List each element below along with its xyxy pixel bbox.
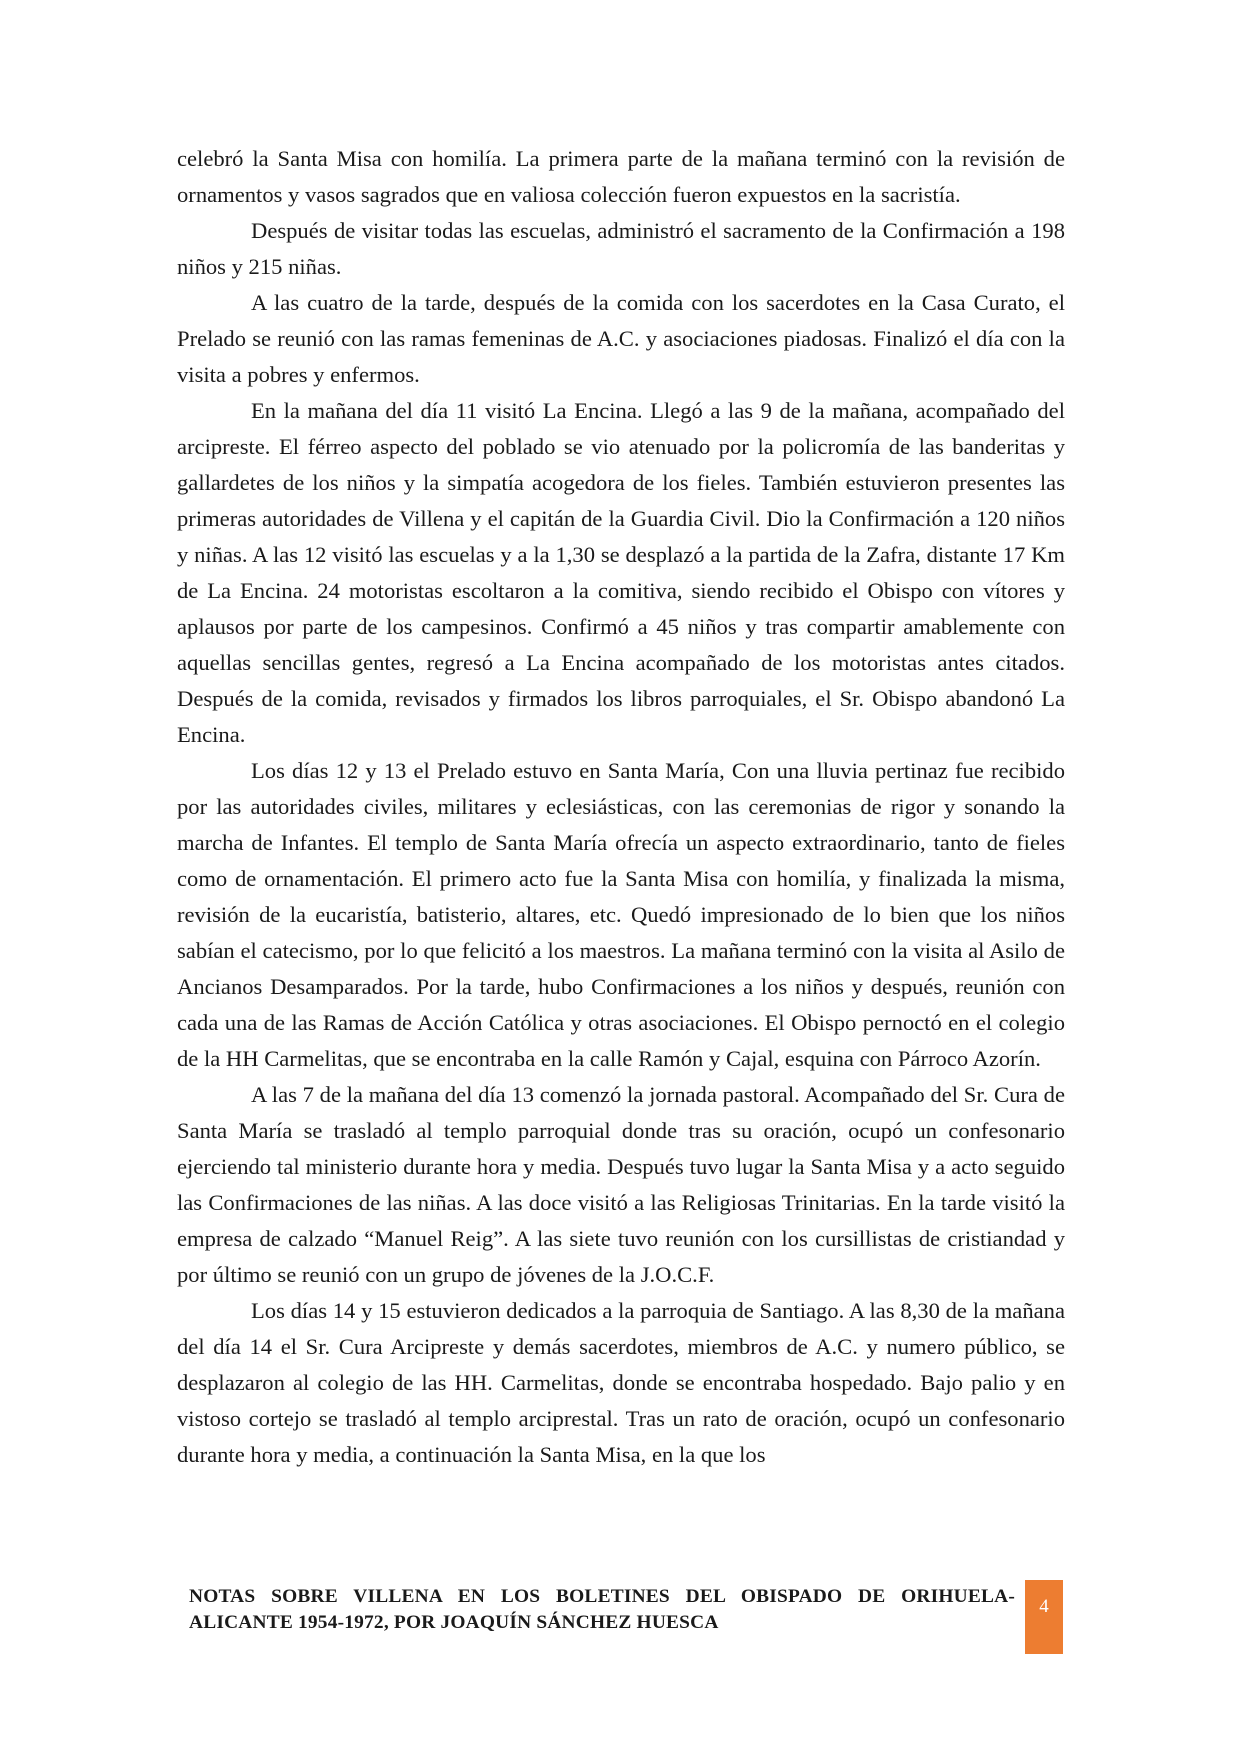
paragraph: En la mañana del día 11 visitó La Encina. Llegó a las 9 de la mañana, acompañado del arcipreste. El férreo aspecto del poblado se vio atenuado por la policromía de las banderitas y gallardetes de los niños y la simpatía acogedora de los fieles. También estuvieron presentes las primeras autoridades de Villena y el capitán de la Guardia Civil. Dio la Confirmación a 120 niños y niñas. A las 12 visitó las escuelas y a la 1,30 se desplazó a la partida de la Zafra, distante 17 Km de La Encina. 24 motoristas escoltaron a la comitiva, siendo recibido el Obispo con vítores y aplausos por parte de los campesinos. Confirmó a 45 niños y tras compartir amablemente con aquellas sencillas gentes, regresó a La Encina acompañado de los motoristas antes citados. Después de la comida, revisados y firmados los libros parroquiales, el Sr. Obispo abandonó La Encina. <box>177 398 1065 747</box>
page-body <box>177 141 1065 1473</box>
paragraph: Los días 14 y 15 estuvieron dedicados a la parroquia de Santiago. A las 8,30 de la mañana del día 14 el Sr. Cura Arcipreste y demás sacerdotes, miembros de A.C. y numero público, se desplazaron al colegio de las HH. Carmelitas, donde se encontraba hospedado. Bajo palio y en vistoso cortejo se trasladó al templo arciprestal. Tras un rato de oración, ocupó un confesonario durante hora y media, a continuación la Santa Misa, en la que los <box>177 1298 1065 1467</box>
paragraph: Después de visitar todas las escuelas, administró el sacramento de la Confirmación a 198 niños y 215 niñas. <box>177 218 1065 279</box>
paragraph: celebró la Santa Misa con homilía. La primera parte de la mañana terminó con la revisión de ornamentos y vasos sagrados que en valiosa colección fueron expuestos en la sacristía. <box>177 146 1065 207</box>
paragraph: A las cuatro de la tarde, después de la comida con los sacerdotes en la Casa Curato, el Prelado se reunió con las ramas femeninas de A.C. y asociaciones piadosas. Finalizó el día con la visita a pobres y enfermos. <box>177 290 1065 387</box>
page-number: 4 <box>1039 1596 1049 1617</box>
footer-title: NOTAS SOBRE VILLENA EN LOS BOLETINES DEL OBISPADO DE ORIHUELA-ALICANTE 1954-1972, POR JOAQUÍN SÁNCHEZ HUESCA <box>189 1586 1015 1633</box>
paragraph: A las 7 de la mañana del día 13 comenzó la jornada pastoral. Acompañado del Sr. Cura de Santa María se trasladó al templo parroquial donde tras su oración, ocupó un confesonario ejerciendo tal ministerio durante hora y media. Después tuvo lugar la Santa Misa y a acto seguido las Confirmaciones de las niñas. A las doce visitó a las Religiosas Trinitarias. En la tarde visitó la empresa de calzado “Manuel Reig”. A las siete tuvo reunión con los cursillistas de cristiandad y por último se reunió con un grupo de jóvenes de la J.O.C.F. <box>177 1082 1065 1287</box>
paragraph: Los días 12 y 13 el Prelado estuvo en Santa María, Con una lluvia pertinaz fue recibido por las autoridades civiles, militares y eclesiásticas, con las ceremonias de rigor y sonando la marcha de Infantes. El templo de Santa María ofrecía un aspecto extraordinario, tanto de fieles como de ornamentación. El primero acto fue la Santa Misa con homilía, y finalizada la misma, revisión de la eucaristía, batisterio, altares, etc. Quedó impresionado de lo bien que los niños sabían el catecismo, por lo que felicitó a los maestros. La mañana terminó con la visita al Asilo de Ancianos Desamparados. Por la tarde, hubo Confirmaciones a los niños y después, reunión con cada una de las Ramas de Acción Católica y otras asociaciones. El Obispo pernoctó en el colegio de la HH Carmelitas, que se encontraba en la calle Ramón y Cajal, esquina con Párroco Azorín. <box>177 758 1065 1071</box>
page-number-box <box>1025 1580 1063 1654</box>
